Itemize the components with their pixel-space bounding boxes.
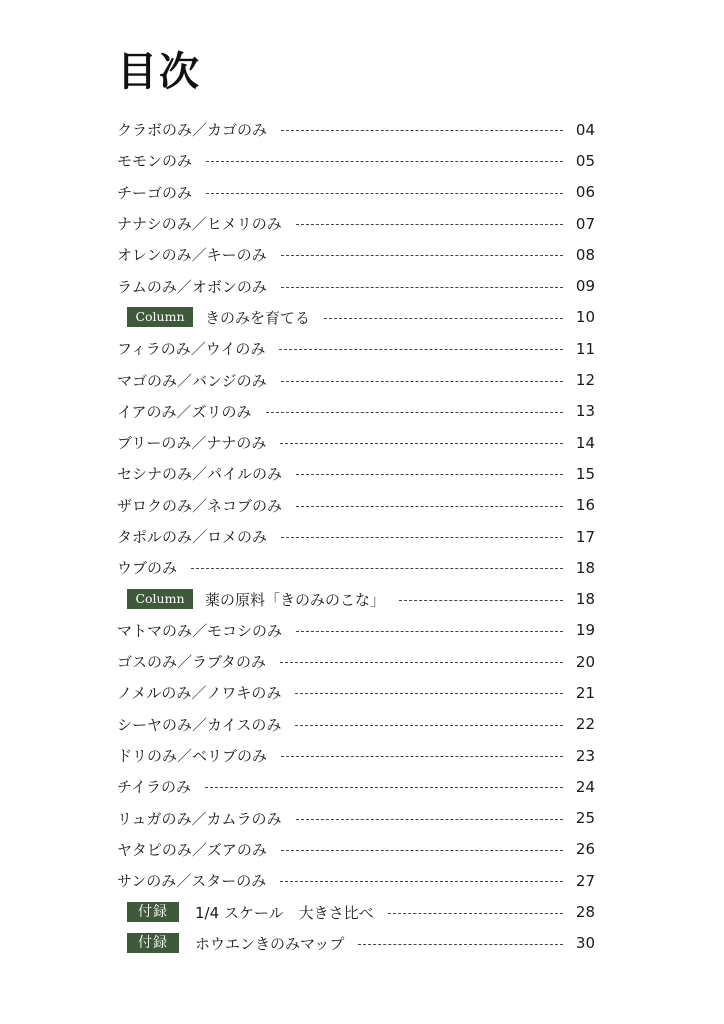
section-badge: Column [127, 589, 193, 609]
dotted-leader [206, 193, 563, 194]
toc-entry [117, 521, 595, 552]
dotted-leader [296, 819, 563, 820]
toc-entry-page-number: 28 [575, 903, 595, 922]
dotted-leader [281, 756, 563, 757]
toc-entry-label: ナナシのみ／ヒメリのみ [117, 215, 282, 234]
toc-entry-label: クラボのみ／カゴのみ [117, 121, 268, 140]
toc-entry [117, 865, 595, 896]
toc-entry [117, 803, 595, 834]
toc-entry-page-number: 15 [575, 464, 595, 483]
toc-entry-label: ブリーのみ／ナナのみ [117, 434, 267, 453]
dotted-leader [296, 224, 563, 225]
dotted-leader [296, 506, 563, 507]
toc-entry-label: ヤタピのみ／ズアのみ [117, 840, 267, 859]
toc-entry-label: サンのみ／スターのみ [117, 872, 267, 891]
toc-entry-label: マゴのみ／バンジのみ [117, 371, 267, 390]
dotted-leader [281, 130, 563, 131]
toc-entry [117, 114, 595, 145]
section-badge: 付録 [127, 902, 179, 922]
dotted-leader [280, 443, 563, 444]
toc-entry-label: ザロクのみ／ネコブのみ [117, 496, 283, 515]
toc-entry-label: チイラのみ [117, 778, 191, 797]
dotted-leader [281, 537, 563, 538]
toc-entry-label: オレンのみ／キーのみ [117, 246, 267, 265]
toc-entry [117, 709, 595, 740]
toc-entry-label: モモンのみ [117, 152, 193, 171]
toc-entry-page-number: 18 [575, 558, 595, 577]
section-badge: Column [127, 307, 193, 327]
toc-entry [117, 490, 595, 521]
dotted-leader [280, 881, 563, 882]
toc-entry-page-number: 17 [575, 527, 595, 546]
dotted-leader [205, 787, 563, 788]
toc-entry-page-number: 26 [575, 840, 595, 859]
toc-entry [117, 615, 595, 646]
toc-entry [117, 208, 595, 239]
dotted-leader [295, 725, 563, 726]
toc-entry [117, 928, 595, 959]
toc-entry-page-number: 10 [575, 308, 595, 327]
toc-entry-page-number: 13 [575, 402, 595, 421]
dotted-leader [281, 287, 563, 288]
toc-entry-label: ドリのみ／ベリブのみ [117, 747, 268, 766]
toc-entry [117, 834, 595, 865]
toc-entry-page-number: 07 [575, 214, 595, 233]
dotted-leader [191, 568, 563, 569]
toc-entry-label: リュガのみ／カムラのみ [117, 809, 282, 828]
toc-entry [117, 177, 595, 208]
dotted-leader [206, 161, 563, 162]
toc-entry-page-number: 23 [575, 746, 595, 765]
toc-entry-page-number: 08 [575, 245, 595, 264]
toc-entry [117, 396, 595, 427]
toc-entry-page-number: 05 [575, 151, 595, 170]
toc-entry [117, 583, 595, 614]
toc-entry [117, 270, 595, 301]
toc-entry-page-number: 09 [575, 277, 595, 296]
section-badge: 付録 [127, 933, 179, 953]
toc-entry-page-number: 22 [575, 715, 595, 734]
toc-entry [117, 302, 595, 333]
toc-entry-page-number: 19 [575, 621, 595, 640]
dotted-leader [281, 255, 563, 256]
toc-entry-label: 1/4 スケール 大きさ比べ [195, 903, 374, 922]
toc-entry [117, 364, 595, 395]
toc-entry [117, 145, 595, 176]
toc-entry-label: ゴスのみ／ラブタのみ [117, 653, 266, 672]
toc-entry [117, 896, 595, 927]
toc-entry [117, 552, 595, 583]
toc-entry [117, 239, 595, 270]
dotted-leader [399, 600, 563, 601]
toc-entry-label: ホウエンきのみマップ [195, 934, 345, 953]
toc-entry [117, 677, 595, 708]
dotted-leader [280, 662, 563, 663]
page-title: 目次 [117, 48, 201, 95]
toc-entry-label: ラムのみ／オボンのみ [117, 277, 267, 296]
dotted-leader [279, 349, 563, 350]
dotted-leader [295, 693, 563, 694]
toc-list [117, 114, 595, 959]
toc-entry-page-number: 11 [575, 339, 595, 358]
toc-entry-label: フィラのみ／ウイのみ [117, 340, 266, 359]
dotted-leader [388, 913, 563, 914]
toc-entry-label: セシナのみ／パイルのみ [117, 465, 283, 484]
toc-entry-label: イアのみ／ズリのみ [117, 402, 252, 421]
toc-entry-page-number: 04 [575, 120, 595, 139]
toc-entry [117, 427, 595, 458]
toc-entry-page-number: 12 [575, 371, 595, 390]
dotted-leader [281, 381, 563, 382]
toc-entry-label: チーゴのみ [117, 183, 193, 202]
toc-entry-page-number: 30 [575, 934, 595, 953]
toc-entry-page-number: 21 [575, 683, 595, 702]
toc-entry [117, 771, 595, 802]
dotted-leader [266, 412, 563, 413]
toc-entry-label: 薬の原料「きのみのこな」 [205, 590, 386, 609]
toc-entry [117, 740, 595, 771]
toc-entry-label: マトマのみ／モコシのみ [117, 621, 283, 640]
toc-entry [117, 333, 595, 364]
toc-entry-page-number: 16 [575, 496, 595, 515]
toc-entry [117, 646, 595, 677]
toc-entry [117, 458, 595, 489]
toc-entry-page-number: 18 [575, 590, 595, 609]
toc-entry-page-number: 06 [575, 183, 595, 202]
dotted-leader [281, 850, 563, 851]
toc-entry-label: きのみを育てる [205, 308, 311, 327]
dotted-leader [358, 944, 563, 945]
toc-entry-label: ウブのみ [117, 559, 178, 578]
dotted-leader [296, 631, 563, 632]
toc-entry-page-number: 27 [575, 871, 595, 890]
toc-entry-page-number: 14 [575, 433, 595, 452]
toc-entry-page-number: 24 [575, 777, 595, 796]
dotted-leader [296, 474, 563, 475]
toc-entry-label: タポルのみ／ロメのみ [117, 528, 268, 546]
toc-entry-label: ノメルのみ／ノワキのみ [117, 684, 282, 703]
toc-entry-page-number: 20 [575, 652, 595, 671]
dotted-leader [324, 318, 563, 319]
toc-entry-page-number: 25 [575, 809, 595, 828]
toc-entry-label: シーヤのみ／カイスのみ [117, 715, 282, 734]
